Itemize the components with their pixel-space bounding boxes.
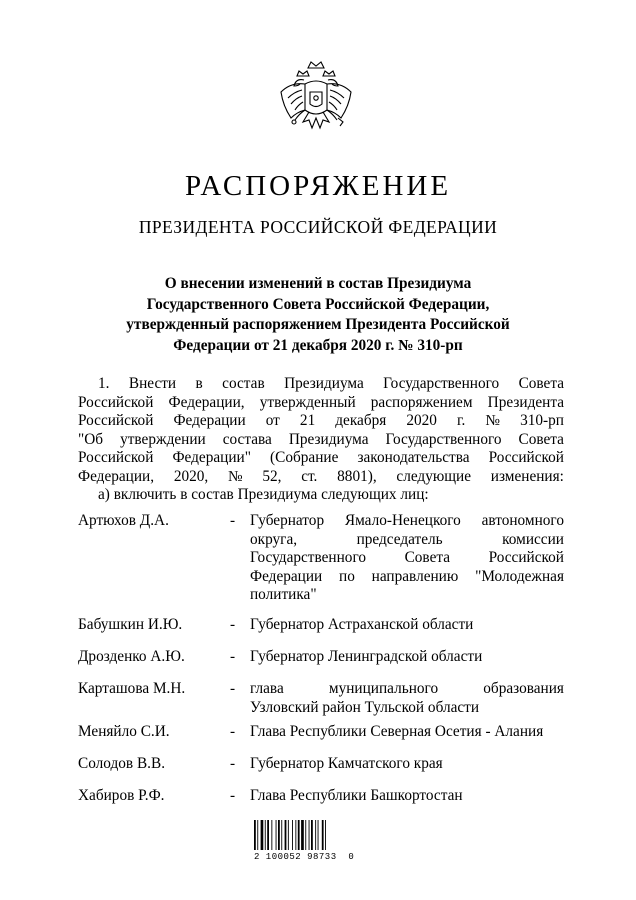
member-name: Дрозденко А.Ю. bbox=[78, 648, 185, 665]
paragraph-line: Федерации, 2020, № 52, ст. 8801), следующие изменения: bbox=[78, 467, 564, 485]
barcode-bar bbox=[311, 820, 313, 850]
barcode-bar bbox=[322, 820, 324, 850]
barcode-bar bbox=[254, 820, 256, 850]
member-description bbox=[250, 512, 564, 605]
description-line: Губернатор Камчатского края bbox=[250, 755, 443, 772]
description-line: Государственного Совета Российской bbox=[250, 549, 564, 566]
barcode-bar bbox=[325, 820, 326, 850]
member-dash: - bbox=[230, 723, 236, 740]
description-line: Глава Республики Башкортостан bbox=[250, 787, 463, 804]
paragraph-line: а) включить в состав Президиума следующих лиц: bbox=[98, 486, 429, 503]
description-line: Федерации по направлению "Молодежная bbox=[250, 567, 564, 585]
barcode-bar bbox=[295, 820, 296, 850]
member-name: Хабиров Р.Ф. bbox=[78, 787, 165, 804]
barcode-bar bbox=[309, 820, 310, 850]
paragraph-line: Российской Федерации" (Собрание законодательства Российской bbox=[78, 449, 564, 466]
main-paragraph bbox=[78, 375, 564, 505]
paragraph-line: 1. Внести в состав Президиума Государственного Совета bbox=[98, 375, 564, 392]
barcode-bar bbox=[318, 820, 319, 850]
barcode-bar bbox=[265, 820, 266, 850]
barcode-bar bbox=[315, 820, 316, 850]
description-line: глава муниципального образования bbox=[250, 680, 564, 697]
member-name: Артюхов Д.А. bbox=[78, 512, 169, 529]
member-description bbox=[250, 787, 564, 806]
member-description bbox=[250, 723, 564, 742]
paragraph-line: Российской Федерации от 21 декабря 2020 г. № 310-рп bbox=[78, 412, 564, 429]
member-description bbox=[250, 680, 564, 717]
description-line: политика" bbox=[250, 586, 317, 603]
barcode-bar bbox=[288, 820, 289, 850]
member-dash: - bbox=[230, 680, 236, 697]
member-dash: - bbox=[230, 616, 236, 633]
description-line: округа, председатель комиссии bbox=[250, 530, 564, 548]
barcode-bar bbox=[285, 820, 287, 850]
description-line: Губернатор Ленинградской области bbox=[250, 648, 483, 665]
member-description bbox=[250, 755, 564, 774]
heading-line: утвержденный распоряжением Президента Российской bbox=[126, 316, 510, 333]
member-dash: - bbox=[230, 648, 236, 665]
paragraph-line: Российской Федерации, утвержденный распоряжением Президента bbox=[78, 393, 564, 411]
member-name: Меняйло С.И. bbox=[78, 723, 170, 740]
barcode-bar bbox=[281, 820, 282, 850]
document-title: РАСПОРЯЖЕНИЕ bbox=[184, 170, 452, 202]
paragraph-line: "Об утверждении состава Президиума Государственного Совета bbox=[78, 430, 564, 448]
member-name: Солодов В.В. bbox=[78, 755, 166, 772]
barcode-bar bbox=[298, 820, 300, 850]
barcode-bar bbox=[278, 820, 280, 850]
barcode-icon bbox=[254, 820, 340, 850]
document-subtitle: ПРЕЗИДЕНТА РОССИЙСКОЙ ФЕДЕРАЦИИ bbox=[138, 217, 498, 237]
member-dash: - bbox=[230, 755, 236, 772]
member-name: Бабушкин И.Ю. bbox=[78, 616, 183, 633]
barcode-bar bbox=[305, 820, 306, 850]
member-description bbox=[250, 648, 564, 667]
barcode-bar bbox=[276, 820, 277, 850]
description-line: Губернатор Ямало-Ненецкого автономного bbox=[250, 512, 564, 529]
barcode-bar bbox=[267, 820, 269, 850]
member-name: Карташова М.Н. bbox=[78, 680, 186, 697]
barcode-bar bbox=[271, 820, 272, 850]
description-line: Глава Республики Северная Осетия - Алания bbox=[250, 723, 544, 740]
barcode-number: 2 100052 98733 0 bbox=[254, 852, 355, 862]
barcode-bar bbox=[301, 820, 304, 850]
barcode-bar bbox=[257, 820, 258, 850]
member-description bbox=[250, 616, 564, 635]
document-heading bbox=[100, 274, 536, 356]
heading-line: О внесении изменений в состав Президиума bbox=[164, 275, 472, 292]
barcode-bar bbox=[292, 820, 293, 850]
russian-coat-of-arms-icon bbox=[275, 54, 357, 144]
heading-line: Государственного Совета Российской Федерации, bbox=[146, 295, 490, 313]
member-dash: - bbox=[230, 787, 236, 804]
heading-line: Федерации от 21 декабря 2020 г. № 310-рп bbox=[173, 336, 463, 354]
barcode-bar bbox=[261, 820, 264, 850]
member-dash: - bbox=[230, 512, 236, 529]
description-line: Узловский район Тульской области bbox=[250, 698, 480, 716]
description-line: Губернатор Астраханской области bbox=[250, 616, 474, 633]
